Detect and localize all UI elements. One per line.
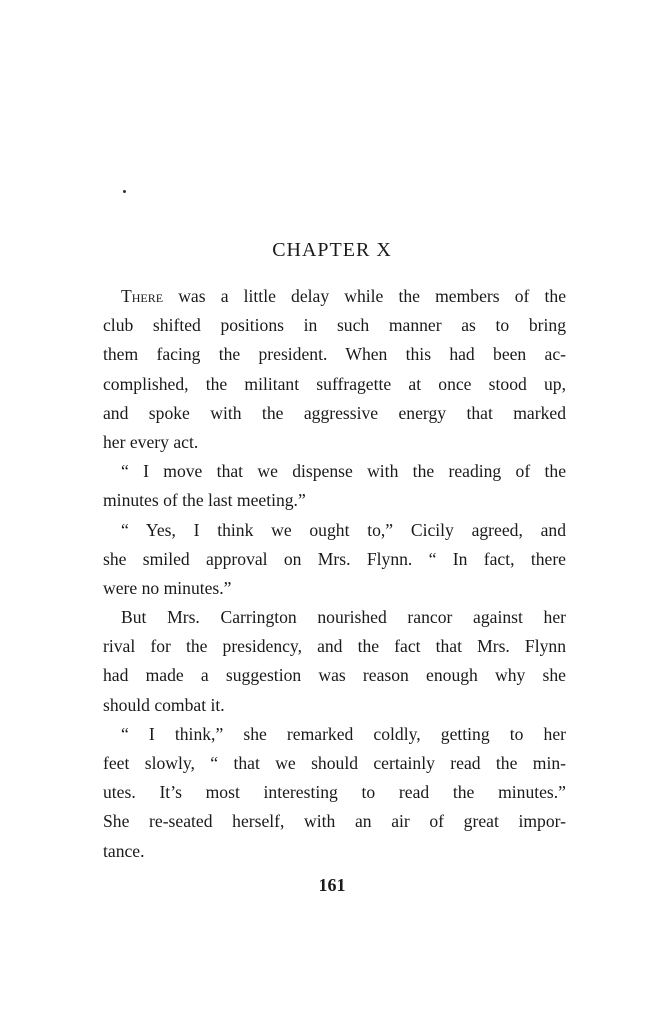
text-line [103,282,566,311]
page-number: 161 [318,875,346,895]
text-line: She re-seated herself, with an air of great impor- [103,811,566,832]
text-line: tance. [103,840,145,861]
text-line: complished, the militant suffragette at once stood up, [103,373,566,394]
text-line: her every act. [103,431,199,452]
text-line: rival for the presidency, and the fact that Mrs. Flynn [103,636,566,657]
body-text [103,282,566,866]
text-line: and spoke with the aggressive energy that marked [103,402,566,423]
text-line: “ I think,” she remarked coldly, getting to her [121,723,566,744]
text-line: “ Yes, I think we ought to,” Cicily agreed, and [121,519,566,540]
text-line: should combat it. [103,694,225,715]
text-line: had made a suggestion was reason enough why she [103,665,566,686]
text-line: “ I move that we dispense with the reading of the [121,461,566,482]
text-line: But Mrs. Carrington nourished rancor against her [121,607,566,628]
text-line: were no minutes.” [103,577,232,598]
ink-speck [123,190,126,193]
text-line: minutes of the last meeting.” [103,490,306,511]
lead-word: There [121,286,164,306]
text-line: utes. It’s most interesting to read the minutes.” [103,782,566,803]
text-line: them facing the president. When this had been ac- [103,344,566,365]
text-line: feet slowly, “ that we should certainly read the min- [103,753,566,773]
chapter-heading: CHAPTER X [272,239,392,261]
line-text: was a little delay while the members of the [163,286,566,306]
text-line: club shifted positions in such manner as to bring [103,315,566,336]
text-line: she smiled approval on Mrs. Flynn. “ In fact, there [103,548,566,569]
